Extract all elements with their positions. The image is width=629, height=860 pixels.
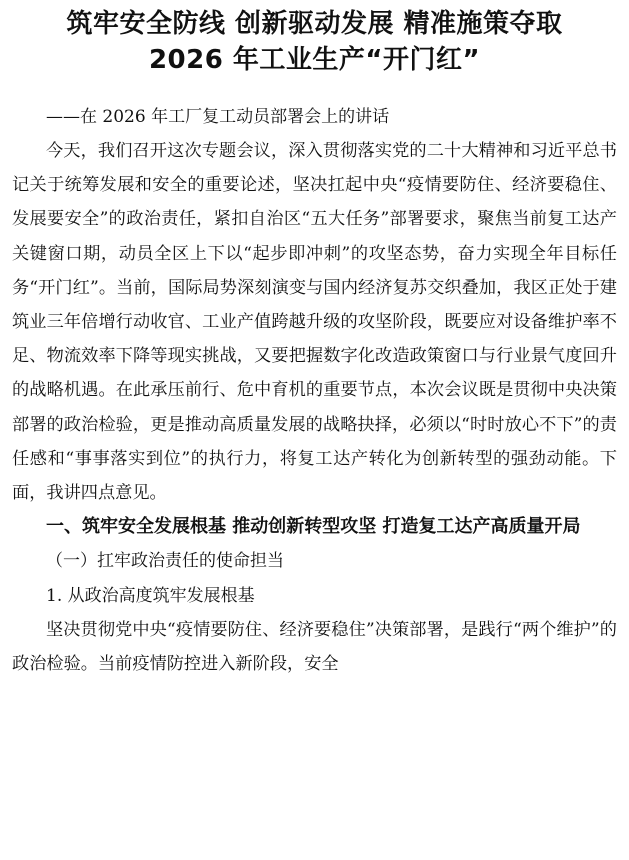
- section-heading-1: 一、筑牢安全发展根基 推动创新转型攻坚 打造复工达产高质量开局: [46, 516, 581, 538]
- item-paragraph-1: 坚决贯彻党中央“疫情要防住、经济要稳住”决策部署，是践行“两个维护”的政治检验。当前疫情防控进入新阶段，安全: [12, 619, 617, 675]
- item-heading-1: 1. 从政治高度筑牢发展根基: [46, 585, 255, 606]
- document-subtitle: ——在 2026 年工厂复工动员部署会上的讲话: [46, 107, 390, 127]
- document-title-line2: 2026 年工业生产“开门红”: [148, 45, 481, 75]
- intro-paragraph: 今天，我们召开这次专题会议，深入贯彻落实党的二十大精神和习近平总书记关于统筹发展和安全的重要论述，坚决扛起中央“疫情要防住、经济要稳住、发展要安全”的政治责任，紧扣自治区“五大任务”部署要求，聚焦当前复工达产关键窗口期，动员全区上下以“起步即冲刺”的攻坚态势，奋力实现全年目标任务“开门红”。当前，国际局势深刻演变与国内经济复苏交织叠加，我区正处于建筑业三年倍增行动收官、工业产值跨越升级的攻坚阶段，既要应对设备维护率不足、物流效率下降等现实挑战，又要把握数字化改造政策窗口与行业景气度回升的战略机遇。在此承压前行、危中育机的重要节点，本次会议既是贯彻中央决策部署的政治检验，更是推动高质量发展的战略抉择，必须以“时时放心不下”的责任感和“事事落实到位”的执行力，将复工达产转化为创新转型的强劲动能。下面，我讲四点意见。: [12, 141, 617, 504]
- document-title-line1: 筑牢安全防线 创新驱动发展 精准施策夺取: [66, 9, 563, 39]
- subsection-heading-1: （一）扛牢政治责任的使命担当: [46, 551, 284, 572]
